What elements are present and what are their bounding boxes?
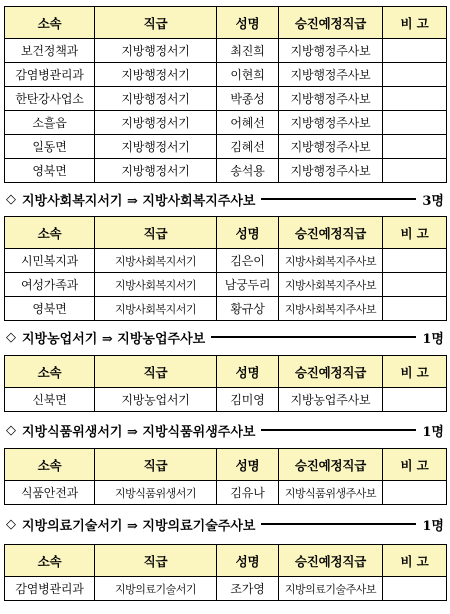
cell-promoted-rank: 지방행정주사보 (279, 39, 383, 63)
header-rank: 직급 (95, 545, 217, 577)
table-row (5, 577, 447, 601)
leader-rule (261, 198, 416, 200)
section-title: 지방식품위생서기 ⇒ 지방식품위생주사보 (22, 424, 256, 440)
cell-remarks (383, 63, 447, 87)
header-rank: 직급 (95, 217, 217, 249)
cell-rank: 지방행정서기 (95, 111, 217, 135)
cell-name: 조가영 (217, 577, 279, 601)
cell-affiliation: 감염병관리과 (5, 577, 95, 601)
cell-rank: 지방식품위생서기 (95, 481, 217, 505)
section-title: 지방농업서기 ⇒ 지방농업주사보 (22, 331, 206, 347)
cell-remarks (383, 481, 447, 505)
table-header-row (5, 7, 447, 39)
promotion-table-food-hygiene (4, 448, 447, 505)
header-affiliation: 소속 (5, 449, 95, 481)
table-row (5, 159, 447, 183)
cell-name: 송석용 (217, 159, 279, 183)
header-affiliation: 소속 (5, 545, 95, 577)
header-rank: 직급 (95, 7, 217, 39)
cell-affiliation: 식품안전과 (5, 481, 95, 505)
cell-remarks (383, 297, 447, 321)
header-remarks: 비 고 (383, 356, 447, 388)
cell-rank: 지방행정서기 (95, 135, 217, 159)
cell-rank: 지방행정서기 (95, 87, 217, 111)
cell-affiliation: 시민복지과 (5, 249, 95, 273)
header-rank: 직급 (95, 356, 217, 388)
header-name: 성명 (217, 545, 279, 577)
cell-promoted-rank: 지방사회복지주사보 (279, 249, 383, 273)
cell-affiliation: 영북면 (5, 297, 95, 321)
table-row (5, 273, 447, 297)
cell-promoted-rank: 지방행정주사보 (279, 159, 383, 183)
cell-rank: 지방사회복지서기 (95, 273, 217, 297)
promotion-table-admin (4, 6, 447, 183)
header-name: 성명 (217, 7, 279, 39)
table-row (5, 249, 447, 273)
table-header-row (5, 356, 447, 388)
cell-name: 김미영 (217, 388, 279, 412)
cell-remarks (383, 273, 447, 297)
cell-promoted-rank: 지방행정주사보 (279, 111, 383, 135)
header-affiliation: 소속 (5, 356, 95, 388)
diamond-marker-icon: ◇ (6, 516, 16, 532)
cell-rank: 지방행정서기 (95, 63, 217, 87)
cell-remarks (383, 577, 447, 601)
cell-affiliation: 여성가족과 (5, 273, 95, 297)
leader-rule (211, 336, 416, 338)
header-name: 성명 (217, 217, 279, 249)
section-count: 1명 (422, 518, 444, 534)
cell-name: 남궁두리 (217, 273, 279, 297)
cell-promoted-rank: 지방식품위생주사보 (279, 481, 383, 505)
table-row (5, 481, 447, 505)
header-name: 성명 (217, 449, 279, 481)
cell-rank: 지방사회복지서기 (95, 249, 217, 273)
cell-affiliation: 일동면 (5, 135, 95, 159)
header-remarks: 비 고 (383, 449, 447, 481)
table-row (5, 87, 447, 111)
cell-affiliation: 신북면 (5, 388, 95, 412)
cell-name: 김혜선 (217, 135, 279, 159)
header-promoted-rank: 승진예정직급 (279, 449, 383, 481)
cell-affiliation: 소흘읍 (5, 111, 95, 135)
table-row (5, 135, 447, 159)
table-header-row (5, 545, 447, 577)
table-header-row (5, 449, 447, 481)
section-title: 지방사회복지서기 ⇒ 지방사회복지주사보 (22, 193, 256, 209)
cell-affiliation: 한탄강사업소 (5, 87, 95, 111)
cell-affiliation: 감염병관리과 (5, 63, 95, 87)
cell-promoted-rank: 지방의료기술주사보 (279, 577, 383, 601)
diamond-marker-icon: ◇ (6, 329, 16, 345)
promotion-table-agriculture (4, 355, 447, 412)
section-count: 1명 (422, 424, 444, 440)
cell-remarks (383, 87, 447, 111)
diamond-marker-icon: ◇ (6, 422, 16, 438)
cell-promoted-rank: 지방행정주사보 (279, 63, 383, 87)
cell-rank: 지방의료기술서기 (95, 577, 217, 601)
header-remarks: 비 고 (383, 7, 447, 39)
header-remarks: 비 고 (383, 217, 447, 249)
cell-promoted-rank: 지방행정주사보 (279, 135, 383, 159)
header-rank: 직급 (95, 449, 217, 481)
cell-rank: 지방행정서기 (95, 39, 217, 63)
cell-remarks (383, 39, 447, 63)
table-row (5, 111, 447, 135)
cell-affiliation: 영북면 (5, 159, 95, 183)
cell-remarks (383, 111, 447, 135)
header-affiliation: 소속 (5, 7, 95, 39)
header-promoted-rank: 승진예정직급 (279, 545, 383, 577)
cell-promoted-rank: 지방사회복지주사보 (279, 297, 383, 321)
header-remarks: 비 고 (383, 545, 447, 577)
cell-name: 박종성 (217, 87, 279, 111)
section-title: 지방의료기술서기 ⇒ 지방의료기술주사보 (22, 518, 256, 534)
cell-promoted-rank: 지방사회복지주사보 (279, 273, 383, 297)
section-heading-food-hygiene (6, 420, 444, 440)
promotion-table-social-welfare (4, 216, 447, 321)
cell-remarks (383, 159, 447, 183)
cell-rank: 지방행정서기 (95, 159, 217, 183)
table-row (5, 297, 447, 321)
section-count: 1명 (422, 331, 444, 347)
cell-remarks (383, 388, 447, 412)
table-row (5, 388, 447, 412)
cell-affiliation: 보건정책과 (5, 39, 95, 63)
table-header-row (5, 217, 447, 249)
cell-promoted-rank: 지방행정주사보 (279, 87, 383, 111)
cell-remarks (383, 249, 447, 273)
header-affiliation: 소속 (5, 217, 95, 249)
table-row (5, 63, 447, 87)
cell-rank: 지방사회복지서기 (95, 297, 217, 321)
cell-promoted-rank: 지방농업주사보 (279, 388, 383, 412)
header-promoted-rank: 승진예정직급 (279, 356, 383, 388)
cell-name: 김은이 (217, 249, 279, 273)
cell-remarks (383, 135, 447, 159)
cell-rank: 지방농업서기 (95, 388, 217, 412)
cell-name: 황규상 (217, 297, 279, 321)
diamond-marker-icon: ◇ (6, 191, 16, 207)
section-heading-social-welfare (6, 189, 444, 209)
cell-name: 최진희 (217, 39, 279, 63)
section-count: 3명 (422, 193, 444, 209)
section-heading-agriculture (6, 327, 444, 347)
leader-rule (261, 523, 416, 525)
cell-name: 이현희 (217, 63, 279, 87)
cell-name: 어혜선 (217, 111, 279, 135)
header-promoted-rank: 승진예정직급 (279, 217, 383, 249)
promotion-table-medical-technology (4, 544, 447, 601)
table-row (5, 39, 447, 63)
header-name: 성명 (217, 356, 279, 388)
header-promoted-rank: 승진예정직급 (279, 7, 383, 39)
cell-name: 김유나 (217, 481, 279, 505)
section-heading-medical-technology (6, 514, 444, 534)
leader-rule (261, 429, 416, 431)
